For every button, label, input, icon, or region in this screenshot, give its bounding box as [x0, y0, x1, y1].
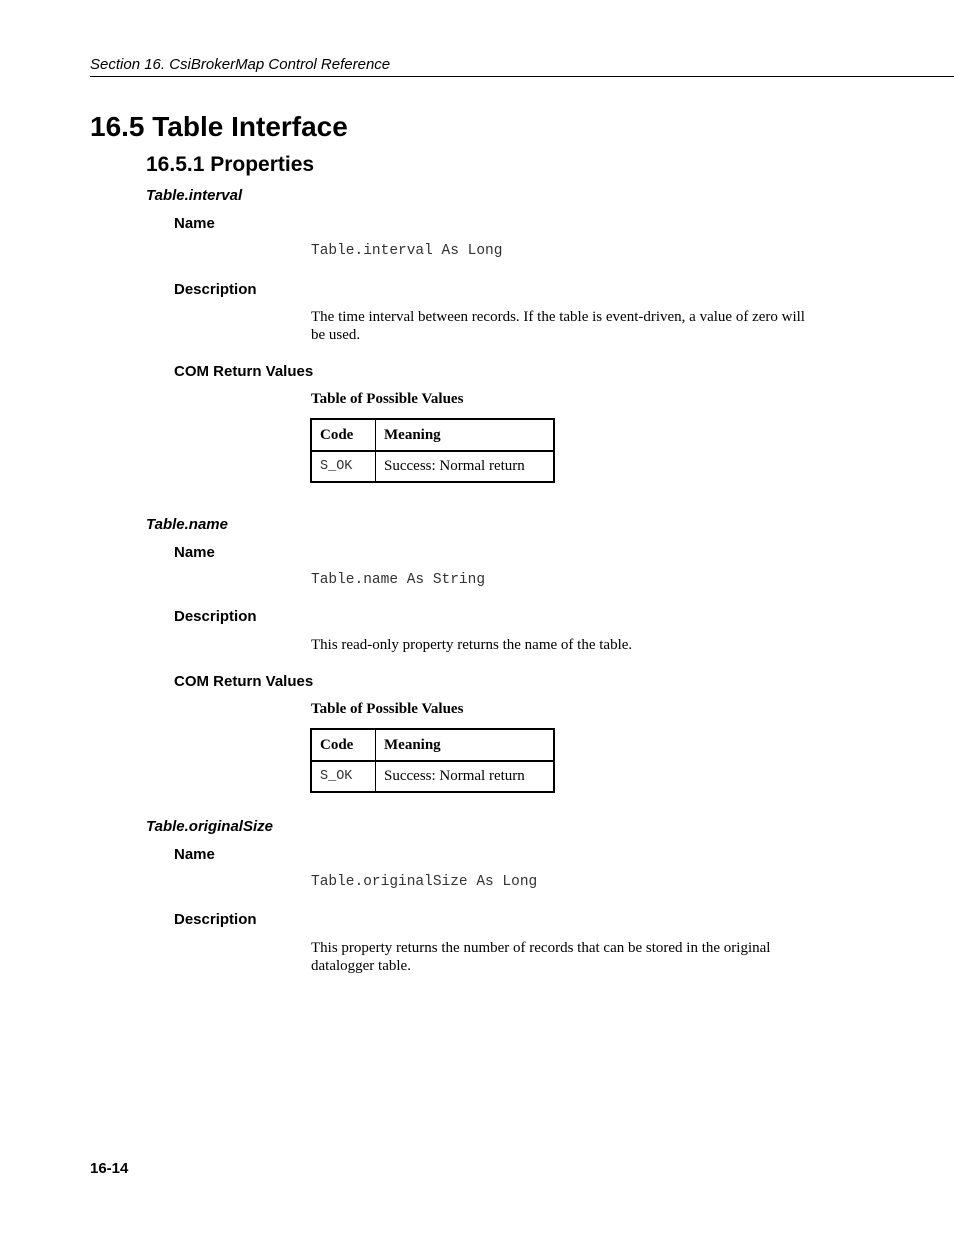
property-signature: Table.name As String	[311, 572, 486, 588]
property-heading-interval: Table.interval	[146, 187, 243, 204]
description-label: Description	[174, 281, 257, 298]
header-rule	[90, 76, 954, 77]
property-heading-name: Table.name	[146, 516, 228, 533]
meaning-cell: Success: Normal return	[376, 451, 555, 482]
column-header-meaning: Meaning	[376, 419, 555, 451]
description-text: This read-only property returns the name of the table.	[311, 637, 633, 653]
property-signature: Table.interval As Long	[311, 243, 503, 259]
subsection-title: 16.5.1 Properties	[146, 153, 315, 176]
name-label: Name	[174, 544, 215, 561]
com-return-values-label: COM Return Values	[174, 363, 314, 380]
table-row	[311, 761, 554, 792]
name-label: Name	[174, 846, 215, 863]
table-row	[311, 451, 554, 482]
return-code-cell: S_OK	[311, 451, 376, 482]
section-title: 16.5 Table Interface	[90, 111, 348, 142]
return-values-table	[310, 418, 555, 483]
table-header-row	[311, 729, 554, 761]
description-label: Description	[174, 608, 257, 625]
column-header-code: Code	[311, 729, 376, 761]
table-caption: Table of Possible Values	[311, 391, 464, 407]
table-header-row	[311, 419, 554, 451]
name-label: Name	[174, 215, 215, 232]
property-signature: Table.originalSize As Long	[311, 874, 538, 890]
page-number: 16-14	[90, 1160, 129, 1177]
property-heading-originalsize: Table.originalSize	[146, 818, 273, 835]
return-values-table	[310, 728, 555, 793]
com-return-values-label: COM Return Values	[174, 673, 314, 690]
column-header-meaning: Meaning	[376, 729, 555, 761]
description-label: Description	[174, 911, 257, 928]
description-text: The time interval between records. If the table is event-driven, a value of zero will be used.	[311, 309, 805, 343]
meaning-cell: Success: Normal return	[376, 761, 555, 792]
table-caption: Table of Possible Values	[311, 701, 464, 717]
return-code-cell: S_OK	[311, 761, 376, 792]
description-text: This property returns the number of records that can be stored in the original datalogger table.	[311, 940, 771, 974]
column-header-code: Code	[311, 419, 376, 451]
running-header: Section 16. CsiBrokerMap Control Reference	[90, 56, 391, 73]
